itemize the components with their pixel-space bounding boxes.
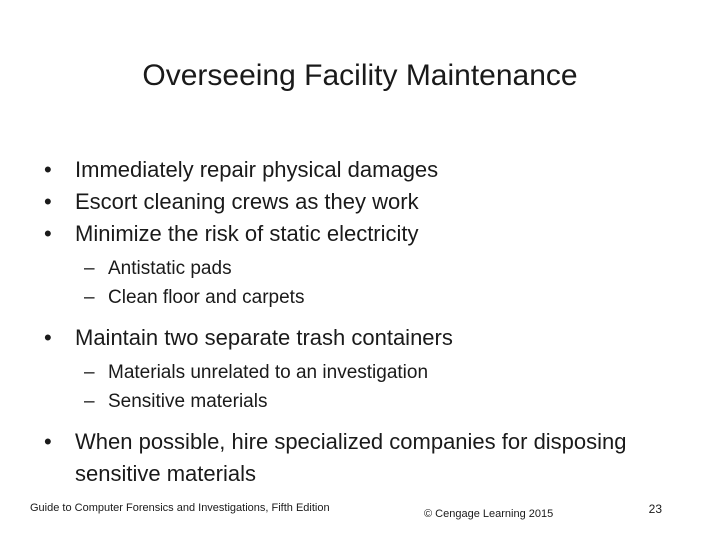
- bullet-dot-icon: •: [44, 429, 52, 454]
- sub-bullet-item: [44, 254, 684, 283]
- bullet-text: Immediately repair physical damages: [75, 157, 439, 182]
- footer-copyright: © Cengage Learning 2015: [424, 508, 554, 520]
- sub-bullet-text: Antistatic pads: [108, 258, 232, 279]
- footer-page-number: 23: [648, 502, 662, 516]
- bullet-text: When possible, hire specialized companies for disposing sensitive materials: [75, 429, 627, 486]
- bullet-item: [44, 426, 684, 490]
- bullet-dot-icon: •: [44, 325, 52, 350]
- bullet-item: [44, 154, 684, 186]
- sub-bullet-text: Clean floor and carpets: [108, 287, 305, 308]
- bullet-item: [44, 218, 684, 250]
- sub-bullet-item: [44, 387, 684, 416]
- dash-icon: –: [84, 391, 95, 412]
- sub-bullet-text: Sensitive materials: [108, 391, 268, 412]
- sub-bullet-item: [44, 283, 684, 312]
- bullet-text: Maintain two separate trash containers: [75, 325, 453, 350]
- sub-bullet-text: Materials unrelated to an investigation: [108, 362, 429, 383]
- dash-icon: –: [84, 362, 95, 383]
- slide-title: Overseeing Facility Maintenance: [142, 59, 578, 92]
- bullet-item: [44, 186, 684, 218]
- dash-icon: –: [84, 258, 95, 279]
- sub-bullet-item: [44, 358, 684, 387]
- bullet-text: Escort cleaning crews as they work: [75, 189, 419, 214]
- bullet-dot-icon: •: [44, 157, 52, 182]
- slide-content: [44, 154, 684, 490]
- footer-book-title: Guide to Computer Forensics and Investigations, Fifth Edition: [30, 502, 330, 514]
- dash-icon: –: [84, 287, 95, 308]
- bullet-item: [44, 322, 684, 354]
- bullet-dot-icon: •: [44, 189, 52, 214]
- bullet-text: Minimize the risk of static electricity: [75, 221, 419, 246]
- bullet-dot-icon: •: [44, 221, 52, 246]
